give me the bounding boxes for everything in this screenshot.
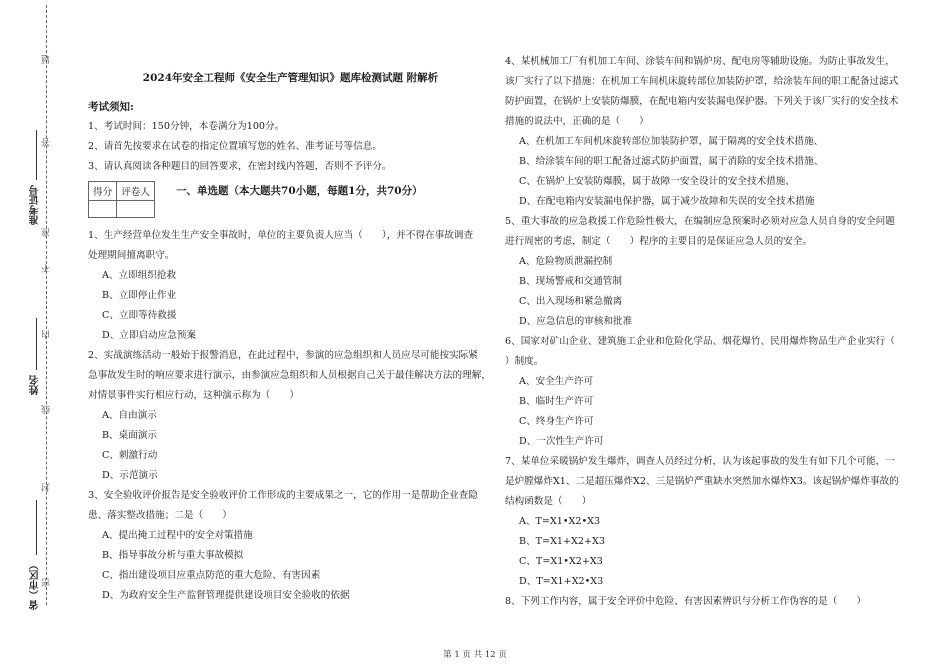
answer-option: C、出入现场和紧急撤离 <box>519 296 623 307</box>
question-4 <box>505 52 925 212</box>
answer-option: B、现场警戒和交通管制 <box>519 276 622 287</box>
question-text: 8、下列工作内容，属于安全评价中危险、有害因素辨识与分析工作伪容的是（ ） <box>505 596 867 607</box>
seal-char: 不 <box>42 264 52 273</box>
binding-strip <box>0 0 60 671</box>
answer-option: C、终身生产许可 <box>519 416 594 427</box>
score-label: 得分 <box>89 182 117 201</box>
question-text: 6、国家对矿山企业、建筑施工企业和危险化学品、烟花爆竹、民用爆炸物品生产企业实行（ <box>505 336 895 347</box>
question-text: ）制度。 <box>505 356 544 367</box>
question-7 <box>505 452 925 592</box>
question-text: 措施的说法中，正确的是（ ） <box>505 116 649 127</box>
section-heading: 一、单选题（本大题共70小题，每题1分，共70分） <box>176 185 423 197</box>
question-text: 该厂实行了以下措施：在机加工车间机床旋转部位加装防护罩，给涂装车间的职工配备过滤式 <box>505 76 899 87</box>
answer-option: D、T=X1+X2•X3 <box>519 576 604 587</box>
right-column <box>505 52 925 612</box>
question-text: 2、实战演练活动一般始于报警消息，在此过程中，参演的应急组织和人员应尽可能按实际紧 <box>88 350 478 361</box>
answer-option: B、给涂装车间的职工配备过滤式防护面置，属于消除的安全技术措施、 <box>519 156 824 167</box>
notice-line: 3、请认真阅读各种题目的回答要求，在密封线内答题，否则不予评分。 <box>88 161 392 172</box>
seal-char: 封 <box>42 483 52 492</box>
answer-option: C、在锅炉上安装防爆膜，属于故障一安全设计的安全技术措施、 <box>519 176 795 187</box>
seal-char: 题 <box>42 55 52 64</box>
notice-heading: 考试须知: <box>88 101 134 113</box>
notice-line: 1、考试时间：150分钟，本卷满分为100分。 <box>88 121 285 132</box>
answer-option: A、T=X1•X2•X3 <box>519 516 601 527</box>
question-text: 结构函数是（ ） <box>505 496 592 507</box>
grader-label: 评卷人 <box>117 182 155 201</box>
question-8 <box>505 592 925 612</box>
answer-option: C、刺激行动 <box>102 450 158 461</box>
question-3 <box>88 486 493 606</box>
left-column <box>88 70 493 606</box>
score-box <box>88 181 155 218</box>
document-title: 2024年安全工程师《安全生产管理知识》题库检测试题 附解析 <box>142 72 439 84</box>
question-text: 防护面置，在锅炉上安装防爆膜，在配电箱内安装漏电保护器。下列关于该厂实行的安全技术 <box>505 96 899 107</box>
answer-option: B、桌面演示 <box>102 430 158 441</box>
province-label: 省（市区） <box>30 560 41 610</box>
question-text: 7、某单位采暖锅炉发生爆炸，调查人员经过分析，认为该起事故的发生有如下几个可能，一 <box>505 456 895 467</box>
answer-option: A、提出掩工过程中的安全对策措施 <box>102 530 253 541</box>
grader-cell[interactable] <box>117 201 155 218</box>
answer-option: A、在机加工车间机床旋转部位加装防护罩，属于隔离的安全技术措施、 <box>519 136 824 147</box>
page-footer: 第 1 页 共 12 页 <box>443 650 507 660</box>
answer-option: C、指出建设项目应重点防范的重大危险、有害因素 <box>102 570 321 581</box>
name-label: 姓名 <box>30 375 41 395</box>
answer-option: B、立即停止作业 <box>102 290 177 301</box>
answer-option: C、T=X1•X2+X3 <box>519 556 603 567</box>
question-2 <box>88 346 493 486</box>
answer-option: A、自由演示 <box>102 410 157 421</box>
answer-option: D、应急信息的审核和批准 <box>519 316 633 327</box>
answer-option: B、指导事故分析与重大事故模拟 <box>102 550 244 561</box>
question-1 <box>88 226 493 346</box>
question-text: 进行周密的考虑，制定（ ）程序的主要目的是保证应急人员的安全。 <box>505 236 812 247</box>
answer-option: D、在配电箱内安装漏电保护器，属于减少故障和失误的安全技术措施 <box>519 196 815 207</box>
exam-id-label: 准考证号 <box>30 185 41 225</box>
question-text: 急事故发生时的响应要求进行演示，由参演应急组织和人员根据自己关于最佳解决方法的理解， <box>88 370 491 381</box>
answer-option: C、立即等待救援 <box>102 310 177 321</box>
question-5 <box>505 212 925 332</box>
province-line <box>36 500 37 555</box>
answer-option: B、T=X1+X2+X3 <box>519 536 605 547</box>
question-6 <box>505 332 925 452</box>
question-text: 3、安全验收评价报告是安全验收评价工作形成的主要成果之一，它的作用一是帮助企业查隐 <box>88 490 478 501</box>
seal-char: 密 <box>42 578 52 587</box>
seal-dashed-line <box>46 5 47 605</box>
answer-option: B、临时生产许可 <box>519 396 594 407</box>
question-text: 1、生产经营单位发生生产安全事故时，单位的主要负责人应当（ ），并不得在事故调查 <box>88 230 474 241</box>
exam-id-line <box>36 130 37 180</box>
name-line <box>36 318 37 370</box>
question-text: 处理期间擅离职守。 <box>88 250 175 261</box>
question-text: 患、落实整改措施；二是（ ） <box>88 510 232 521</box>
seal-char: 内 <box>42 330 52 339</box>
answer-option: D、示范演示 <box>102 470 158 481</box>
seal-char: 线 <box>42 405 52 414</box>
question-text: 4、某机械加工厂有机加工车间、涂装车间和锅炉房、配电房等辅助设施。为防止事故发生， <box>505 56 895 67</box>
answer-option: A、立即组织抢救 <box>102 270 177 281</box>
question-text: 对情景事件实行相应行动，这种演示称为（ ） <box>88 390 300 401</box>
answer-option: A、危险物质泄漏控制 <box>519 256 613 267</box>
question-text: 是炉膛爆炸X1、二是超压爆炸X2、三是锅炉严重缺水突然加水爆炸X3。该起锅炉爆炸事故的 <box>505 476 899 487</box>
answer-option: D、一次性生产许可 <box>519 436 604 447</box>
notice-line: 2、请首先按要求在试卷的指定位置填写您的姓名、准考证号等信息。 <box>88 141 382 152</box>
score-cell[interactable] <box>89 201 117 218</box>
answer-option: D、立即启动应急预案 <box>102 330 197 341</box>
answer-option: A、安全生产许可 <box>519 376 594 387</box>
seal-char: 答 <box>42 138 52 147</box>
score-section <box>88 179 493 218</box>
answer-option: D、为政府安全生产监督管理提供建设项目安全验收的依据 <box>102 590 350 601</box>
seal-char: 准 <box>42 228 52 237</box>
question-text: 5、重大事故的应急救援工作危险性极大，在编制应急预案时必须对应急人员自身的安全问题 <box>505 216 895 227</box>
